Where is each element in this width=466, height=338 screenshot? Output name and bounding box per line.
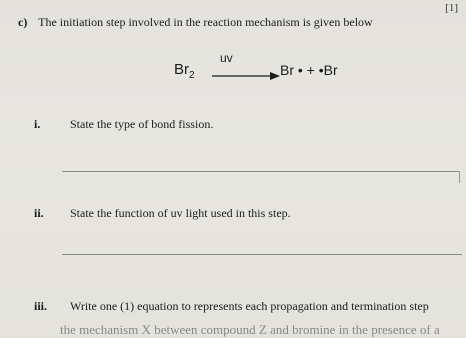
question-i-numeral: i. bbox=[34, 117, 41, 131]
answer-line-i bbox=[62, 171, 459, 172]
question-iii-text: Write one (1) equation to represents each propagation and termination step bbox=[70, 299, 429, 313]
reaction-arrow-icon bbox=[212, 71, 280, 81]
products: Br • + •Br bbox=[280, 62, 338, 78]
question-ii-text: State the function of uv light used in this step. bbox=[70, 206, 291, 220]
reaction-equation bbox=[150, 51, 380, 90]
reactant bbox=[174, 61, 195, 81]
part-label: c) bbox=[18, 15, 28, 29]
arrow-label: uv bbox=[220, 51, 233, 65]
margin-mark bbox=[459, 171, 460, 183]
answer-line-ii bbox=[62, 254, 462, 255]
part-c-text: The initiation step involved in the reaction mechanism is given below bbox=[38, 15, 373, 29]
part-c-stem bbox=[18, 15, 373, 30]
reactant-subscript: 2 bbox=[189, 70, 195, 81]
question-i-text: State the type of bond fission. bbox=[70, 117, 214, 131]
reactant-symbol: Br bbox=[174, 61, 189, 78]
marks-label: [1] bbox=[445, 2, 458, 14]
question-iii-numeral: iii. bbox=[34, 299, 48, 313]
cut-off-text: the mechanism X between compound Z and bromine in the presence of a bbox=[60, 322, 440, 337]
question-ii-numeral: ii. bbox=[34, 206, 44, 220]
